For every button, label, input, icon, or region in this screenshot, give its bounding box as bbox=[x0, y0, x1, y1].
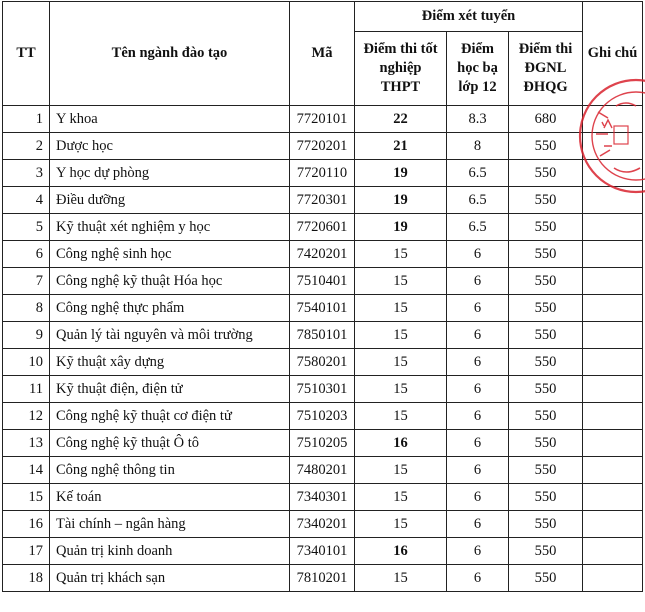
dgnl-score-cell: 550 bbox=[509, 538, 583, 565]
dgnl-score-cell: 550 bbox=[509, 376, 583, 403]
note-cell bbox=[583, 133, 643, 160]
table-row bbox=[3, 430, 643, 457]
row-number-cell: 8 bbox=[3, 295, 50, 322]
program-name-cell: Dược học bbox=[50, 133, 290, 160]
transcript-score-cell: 6 bbox=[447, 241, 509, 268]
row-number-cell: 9 bbox=[3, 322, 50, 349]
header-thpt-line-3: THPT bbox=[380, 79, 421, 95]
table-row bbox=[3, 268, 643, 295]
program-code-cell: 7720301 bbox=[290, 187, 355, 214]
table-row bbox=[3, 565, 643, 592]
thpt-score-cell: 16 bbox=[355, 538, 447, 565]
header-thpt-line-2: nghiệp bbox=[379, 60, 422, 76]
thpt-score-cell: 15 bbox=[355, 241, 447, 268]
program-name-cell: Công nghệ sinh học bbox=[50, 241, 290, 268]
program-code-cell: 7510205 bbox=[290, 430, 355, 457]
note-cell bbox=[583, 268, 643, 295]
transcript-score-cell: 8.3 bbox=[447, 106, 509, 133]
transcript-score-cell: 6 bbox=[447, 538, 509, 565]
row-number-cell: 1 bbox=[3, 106, 50, 133]
row-number-cell: 4 bbox=[3, 187, 50, 214]
program-code-cell: 7510301 bbox=[290, 376, 355, 403]
program-name-cell: Tài chính – ngân hàng bbox=[50, 511, 290, 538]
note-cell bbox=[583, 538, 643, 565]
table-row bbox=[3, 295, 643, 322]
row-number-cell: 6 bbox=[3, 241, 50, 268]
table-row bbox=[3, 106, 643, 133]
table-row bbox=[3, 133, 643, 160]
note-cell bbox=[583, 349, 643, 376]
note-cell bbox=[583, 295, 643, 322]
header-hocba-line-2: học bạ bbox=[457, 60, 498, 76]
dgnl-score-cell: 550 bbox=[509, 430, 583, 457]
header-hocba-line-1: Điểm bbox=[460, 41, 494, 57]
transcript-score-cell: 6.5 bbox=[447, 160, 509, 187]
header-dgnl-score bbox=[509, 32, 583, 106]
thpt-score-cell: 15 bbox=[355, 349, 447, 376]
transcript-score-cell: 6.5 bbox=[447, 187, 509, 214]
transcript-score-cell: 6 bbox=[447, 322, 509, 349]
dgnl-score-cell: 680 bbox=[509, 106, 583, 133]
program-name-cell: Công nghệ kỹ thuật Hóa học bbox=[50, 268, 290, 295]
header-thpt-line-1: Điểm thi tốt bbox=[363, 41, 438, 57]
program-name-cell: Kỹ thuật xét nghiệm y học bbox=[50, 214, 290, 241]
dgnl-score-cell: 550 bbox=[509, 457, 583, 484]
table-row bbox=[3, 349, 643, 376]
note-cell bbox=[583, 484, 643, 511]
transcript-score-cell: 6 bbox=[447, 295, 509, 322]
header-transcript-score bbox=[447, 32, 509, 106]
thpt-score-cell: 15 bbox=[355, 511, 447, 538]
thpt-score-cell: 15 bbox=[355, 457, 447, 484]
table-body bbox=[3, 106, 643, 592]
transcript-score-cell: 6 bbox=[447, 268, 509, 295]
header-note: Ghi chú bbox=[583, 2, 643, 106]
header-program-name: Tên ngành đào tạo bbox=[50, 2, 290, 106]
admission-score-table bbox=[2, 1, 643, 592]
header-dgnl-line-3: ĐHQG bbox=[523, 79, 568, 95]
table-row bbox=[3, 322, 643, 349]
program-code-cell: 7420201 bbox=[290, 241, 355, 268]
program-code-cell: 7720601 bbox=[290, 214, 355, 241]
thpt-score-cell: 15 bbox=[355, 268, 447, 295]
transcript-score-cell: 6 bbox=[447, 376, 509, 403]
dgnl-score-cell: 550 bbox=[509, 268, 583, 295]
program-name-cell: Quản trị kinh doanh bbox=[50, 538, 290, 565]
thpt-score-cell: 22 bbox=[355, 106, 447, 133]
dgnl-score-cell: 550 bbox=[509, 484, 583, 511]
table-row bbox=[3, 538, 643, 565]
dgnl-score-cell: 550 bbox=[509, 241, 583, 268]
program-code-cell: 7340101 bbox=[290, 538, 355, 565]
row-number-cell: 12 bbox=[3, 403, 50, 430]
header-dgnl-line-1: Điểm thi bbox=[518, 41, 573, 57]
note-cell bbox=[583, 187, 643, 214]
program-name-cell: Y học dự phòng bbox=[50, 160, 290, 187]
note-cell bbox=[583, 214, 643, 241]
thpt-score-cell: 19 bbox=[355, 160, 447, 187]
dgnl-score-cell: 550 bbox=[509, 403, 583, 430]
note-cell bbox=[583, 160, 643, 187]
admission-score-table-page bbox=[2, 1, 643, 592]
table-row bbox=[3, 214, 643, 241]
thpt-score-cell: 16 bbox=[355, 430, 447, 457]
note-cell bbox=[583, 403, 643, 430]
row-number-cell: 10 bbox=[3, 349, 50, 376]
header-tt: TT bbox=[3, 2, 50, 106]
program-name-cell: Quản lý tài nguyên và môi trường bbox=[50, 322, 290, 349]
row-number-cell: 15 bbox=[3, 484, 50, 511]
table-row bbox=[3, 457, 643, 484]
program-name-cell: Quản trị khách sạn bbox=[50, 565, 290, 592]
program-code-cell: 7720201 bbox=[290, 133, 355, 160]
dgnl-score-cell: 550 bbox=[509, 214, 583, 241]
header-thpt-score bbox=[355, 32, 447, 106]
transcript-score-cell: 6 bbox=[447, 430, 509, 457]
row-number-cell: 17 bbox=[3, 538, 50, 565]
note-cell bbox=[583, 241, 643, 268]
program-name-cell: Kỹ thuật điện, điện tử bbox=[50, 376, 290, 403]
dgnl-score-cell: 550 bbox=[509, 160, 583, 187]
thpt-score-cell: 15 bbox=[355, 484, 447, 511]
table-row bbox=[3, 376, 643, 403]
transcript-score-cell: 6 bbox=[447, 349, 509, 376]
program-code-cell: 7720101 bbox=[290, 106, 355, 133]
program-name-cell: Công nghệ kỹ thuật Ô tô bbox=[50, 430, 290, 457]
program-name-cell: Kế toán bbox=[50, 484, 290, 511]
thpt-score-cell: 21 bbox=[355, 133, 447, 160]
row-number-cell: 3 bbox=[3, 160, 50, 187]
row-number-cell: 7 bbox=[3, 268, 50, 295]
program-name-cell: Điều dưỡng bbox=[50, 187, 290, 214]
header-score-group: Điểm xét tuyển bbox=[355, 2, 583, 32]
dgnl-score-cell: 550 bbox=[509, 322, 583, 349]
transcript-score-cell: 6.5 bbox=[447, 214, 509, 241]
program-name-cell: Công nghệ kỹ thuật cơ điện tử bbox=[50, 403, 290, 430]
note-cell bbox=[583, 565, 643, 592]
program-code-cell: 7480201 bbox=[290, 457, 355, 484]
table-row bbox=[3, 403, 643, 430]
program-name-cell: Công nghệ thông tin bbox=[50, 457, 290, 484]
program-name-cell: Y khoa bbox=[50, 106, 290, 133]
table-row bbox=[3, 241, 643, 268]
transcript-score-cell: 8 bbox=[447, 133, 509, 160]
dgnl-score-cell: 550 bbox=[509, 133, 583, 160]
thpt-score-cell: 19 bbox=[355, 214, 447, 241]
program-code-cell: 7510401 bbox=[290, 268, 355, 295]
transcript-score-cell: 6 bbox=[447, 565, 509, 592]
row-number-cell: 16 bbox=[3, 511, 50, 538]
row-number-cell: 11 bbox=[3, 376, 50, 403]
thpt-score-cell: 15 bbox=[355, 376, 447, 403]
dgnl-score-cell: 550 bbox=[509, 349, 583, 376]
note-cell bbox=[583, 376, 643, 403]
table-header bbox=[3, 2, 643, 106]
program-name-cell: Công nghệ thực phẩm bbox=[50, 295, 290, 322]
note-cell bbox=[583, 106, 643, 133]
transcript-score-cell: 6 bbox=[447, 457, 509, 484]
program-code-cell: 7340301 bbox=[290, 484, 355, 511]
table-row bbox=[3, 484, 643, 511]
table-row bbox=[3, 187, 643, 214]
header-code: Mã bbox=[290, 2, 355, 106]
note-cell bbox=[583, 457, 643, 484]
program-name-cell: Kỹ thuật xây dựng bbox=[50, 349, 290, 376]
program-code-cell: 7720110 bbox=[290, 160, 355, 187]
thpt-score-cell: 15 bbox=[355, 295, 447, 322]
dgnl-score-cell: 550 bbox=[509, 565, 583, 592]
thpt-score-cell: 15 bbox=[355, 565, 447, 592]
table-row bbox=[3, 511, 643, 538]
row-number-cell: 13 bbox=[3, 430, 50, 457]
thpt-score-cell: 19 bbox=[355, 187, 447, 214]
note-cell bbox=[583, 322, 643, 349]
row-number-cell: 5 bbox=[3, 214, 50, 241]
row-number-cell: 14 bbox=[3, 457, 50, 484]
row-number-cell: 2 bbox=[3, 133, 50, 160]
thpt-score-cell: 15 bbox=[355, 403, 447, 430]
thpt-score-cell: 15 bbox=[355, 322, 447, 349]
transcript-score-cell: 6 bbox=[447, 484, 509, 511]
program-code-cell: 7580201 bbox=[290, 349, 355, 376]
transcript-score-cell: 6 bbox=[447, 511, 509, 538]
table-row bbox=[3, 160, 643, 187]
note-cell bbox=[583, 430, 643, 457]
program-code-cell: 7540101 bbox=[290, 295, 355, 322]
dgnl-score-cell: 550 bbox=[509, 187, 583, 214]
dgnl-score-cell: 550 bbox=[509, 295, 583, 322]
header-dgnl-line-2: ĐGNL bbox=[524, 60, 567, 76]
dgnl-score-cell: 550 bbox=[509, 511, 583, 538]
program-code-cell: 7510203 bbox=[290, 403, 355, 430]
note-cell bbox=[583, 511, 643, 538]
header-hocba-line-3: lớp 12 bbox=[458, 79, 497, 95]
program-code-cell: 7340201 bbox=[290, 511, 355, 538]
row-number-cell: 18 bbox=[3, 565, 50, 592]
program-code-cell: 7810201 bbox=[290, 565, 355, 592]
program-code-cell: 7850101 bbox=[290, 322, 355, 349]
transcript-score-cell: 6 bbox=[447, 403, 509, 430]
